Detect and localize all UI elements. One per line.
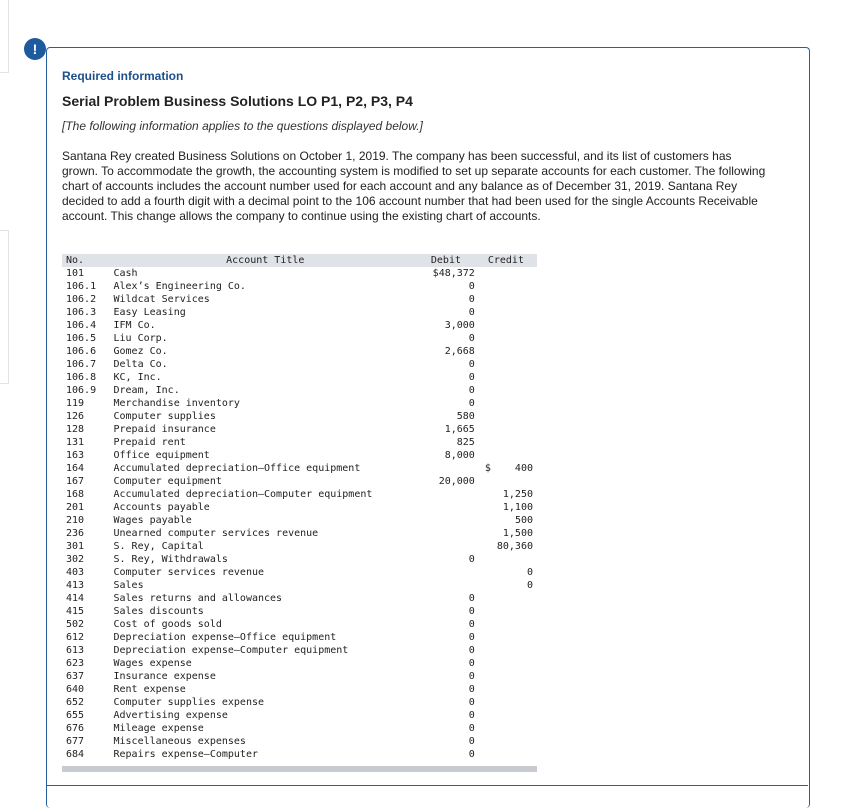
credit-amount (479, 280, 537, 293)
account-title: Rent expense (113, 684, 186, 695)
debit-amount: 0 (468, 723, 475, 734)
debit-amount: 0 (468, 658, 475, 669)
debit-amount: 8,000 (444, 450, 475, 461)
table-row (62, 332, 537, 345)
account-title: Sales (113, 580, 144, 591)
table-row (62, 475, 537, 488)
account-number: 163 (66, 450, 85, 461)
account-title: Accounts payable (113, 502, 210, 513)
problem-title: Serial Problem Business Solutions LO P1, P2, P3, P4 (62, 93, 413, 109)
account-number: 106.1 (66, 281, 97, 292)
table-row (62, 319, 537, 332)
credit-amount (479, 423, 537, 436)
debit-amount (417, 514, 479, 527)
debit-amount: 0 (468, 736, 475, 747)
account-number: 652 (66, 697, 85, 708)
table-row (62, 306, 537, 319)
debit-amount (417, 566, 479, 579)
account-title: Easy Leasing (113, 307, 186, 318)
table-row (62, 540, 537, 553)
header-account-title: Account Title (114, 254, 418, 267)
table-row (62, 397, 537, 410)
exclamation-icon: ! (24, 38, 46, 60)
credit-amount: 1,500 (502, 528, 533, 539)
table-row (62, 722, 537, 735)
account-number: 168 (66, 489, 85, 500)
account-number: 637 (66, 671, 85, 682)
account-number: 106.6 (66, 346, 97, 357)
table-row (62, 501, 537, 514)
table-row (62, 280, 537, 293)
debit-amount: 0 (468, 749, 475, 760)
table-row (62, 735, 537, 748)
account-number: 677 (66, 736, 85, 747)
account-number: 167 (66, 476, 85, 487)
account-title: Miscellaneous expenses (113, 736, 246, 747)
account-title: Liu Corp. (113, 333, 168, 344)
debit-amount (417, 501, 479, 514)
debit-amount: 0 (468, 710, 475, 721)
table-row (62, 644, 537, 657)
credit-amount: 0 (526, 567, 533, 578)
table-row (62, 579, 537, 592)
table-row (62, 436, 537, 449)
account-number: 106.2 (66, 294, 97, 305)
debit-amount: 0 (468, 619, 475, 630)
account-title: Depreciation expense—Office equipment (113, 632, 337, 643)
account-number: 106.8 (66, 372, 97, 383)
account-title: Depreciation expense—Computer equipment (113, 645, 349, 656)
table-row (62, 618, 537, 631)
credit-amount (479, 371, 537, 384)
table-row (62, 345, 537, 358)
table-footer-bar (62, 766, 537, 772)
account-number: 106.4 (66, 320, 97, 331)
account-number: 655 (66, 710, 85, 721)
account-title: Computer services revenue (113, 567, 265, 578)
account-number: 415 (66, 606, 85, 617)
account-number: 106.9 (66, 385, 97, 396)
account-title: S. Rey, Capital (113, 541, 204, 552)
account-number: 413 (66, 580, 85, 591)
account-title: Cost of goods sold (113, 619, 222, 630)
account-number: 236 (66, 528, 85, 539)
credit-amount (479, 267, 537, 280)
side-panel-middle (0, 230, 9, 384)
debit-amount: 0 (468, 593, 475, 604)
debit-amount: 1,665 (444, 424, 475, 435)
debit-amount: 3,000 (444, 320, 475, 331)
account-title: Accumulated depreciation—Computer equipment (113, 489, 373, 500)
debit-amount: 580 (456, 411, 475, 422)
debit-amount: 20,000 (438, 476, 475, 487)
account-title: Wages payable (113, 515, 192, 526)
credit-amount: $ 400 (484, 463, 533, 474)
problem-description: Santana Rey created Business Solutions on October 1, 2019. The company has been successful, and its list of customers has grown. To accommodate the growth, the accounting system is modified to set up separate accounts for each customer. The following chart of accounts includes the account number used for each account and any balance as of December 31, 2019. Santana Rey decided to add a fourth digit with a decimal point to the 106 account number that had been used for the single Accounts Receivable account. This change allows the company to continue using the existing chart of accounts. (62, 149, 766, 223)
header-credit: Credit (479, 254, 537, 267)
account-title: Merchandise inventory (113, 398, 240, 409)
table-row (62, 462, 537, 475)
credit-amount (479, 384, 537, 397)
debit-amount: 0 (468, 697, 475, 708)
header-no: No. (62, 254, 114, 267)
credit-amount (479, 410, 537, 423)
credit-amount (479, 644, 537, 657)
side-panel-top (0, 0, 9, 73)
account-number: 301 (66, 541, 85, 552)
table-row (62, 709, 537, 722)
account-number: 414 (66, 593, 85, 604)
table-row (62, 566, 537, 579)
table-row (62, 384, 537, 397)
debit-amount: 0 (468, 671, 475, 682)
account-title: KC, Inc. (113, 372, 162, 383)
account-title: Unearned computer services revenue (113, 528, 319, 539)
account-title: Gomez Co. (113, 346, 168, 357)
credit-amount (479, 345, 537, 358)
table-row (62, 748, 537, 761)
account-number: 101 (66, 268, 85, 279)
account-title: Insurance expense (113, 671, 216, 682)
account-title: Wildcat Services (113, 294, 210, 305)
table-row (62, 371, 537, 384)
account-title: Accumulated depreciation—Office equipment (113, 463, 361, 474)
account-number: 640 (66, 684, 85, 695)
account-number: 302 (66, 554, 85, 565)
table-row (62, 696, 537, 709)
required-information-label: Required information (62, 69, 184, 83)
account-number: 403 (66, 567, 85, 578)
credit-amount: 500 (514, 515, 533, 526)
account-title: Dream, Inc. (113, 385, 180, 396)
debit-amount: 825 (456, 437, 475, 448)
account-number: 676 (66, 723, 85, 734)
account-number: 201 (66, 502, 85, 513)
credit-amount (479, 709, 537, 722)
table-row (62, 267, 537, 280)
debit-amount (417, 527, 479, 540)
debit-amount (417, 579, 479, 592)
account-number: 106.5 (66, 333, 97, 344)
credit-amount: 1,100 (502, 502, 533, 513)
credit-amount (479, 332, 537, 345)
credit-amount: 80,360 (496, 541, 533, 552)
table-row (62, 670, 537, 683)
account-title: Sales returns and allowances (113, 593, 283, 604)
credit-amount (479, 605, 537, 618)
account-title: Computer supplies (113, 411, 216, 422)
debit-amount: 0 (468, 294, 475, 305)
account-number: 106.3 (66, 307, 97, 318)
table-row (62, 449, 537, 462)
credit-amount: 1,250 (502, 489, 533, 500)
credit-amount (479, 358, 537, 371)
debit-amount (417, 462, 479, 475)
credit-amount (479, 319, 537, 332)
account-number: 613 (66, 645, 85, 656)
debit-amount: 0 (468, 398, 475, 409)
table-row (62, 605, 537, 618)
applies-note: [The following information applies to the questions displayed below.] (62, 119, 423, 133)
debit-amount (417, 488, 479, 501)
account-title: Repairs expense—Computer (113, 749, 258, 760)
table-row (62, 410, 537, 423)
table-row (62, 423, 537, 436)
account-title: Office equipment (113, 450, 210, 461)
account-number: 106.7 (66, 359, 97, 370)
credit-amount (479, 683, 537, 696)
credit-amount (479, 657, 537, 670)
credit-amount (479, 748, 537, 761)
account-number: 128 (66, 424, 85, 435)
debit-amount: 0 (468, 359, 475, 370)
bottom-divider (46, 785, 808, 786)
table-row (62, 553, 537, 566)
credit-amount (479, 293, 537, 306)
debit-amount: 0 (468, 554, 475, 565)
account-number: 612 (66, 632, 85, 643)
debit-amount: 0 (468, 281, 475, 292)
account-title: Prepaid insurance (113, 424, 216, 435)
account-number: 684 (66, 749, 85, 760)
debit-amount: 2,668 (444, 346, 475, 357)
account-title: Sales discounts (113, 606, 204, 617)
credit-amount (479, 449, 537, 462)
account-number: 210 (66, 515, 85, 526)
debit-amount: 0 (468, 307, 475, 318)
debit-amount: $48,372 (432, 268, 475, 279)
credit-amount (479, 553, 537, 566)
account-title: Delta Co. (113, 359, 168, 370)
account-title: Cash (113, 268, 138, 279)
credit-amount (479, 475, 537, 488)
account-number: 623 (66, 658, 85, 669)
account-title: Advertising expense (113, 710, 228, 721)
credit-amount (479, 592, 537, 605)
account-title: Alex’s Engineering Co. (113, 281, 246, 292)
account-title: S. Rey, Withdrawals (113, 554, 228, 565)
table-row (62, 683, 537, 696)
credit-amount (479, 631, 537, 644)
debit-amount: 0 (468, 632, 475, 643)
table-row (62, 358, 537, 371)
credit-amount (479, 397, 537, 410)
account-title: Computer supplies expense (113, 697, 265, 708)
account-number: 131 (66, 437, 85, 448)
debit-amount: 0 (468, 684, 475, 695)
table-row (62, 488, 537, 501)
account-number: 126 (66, 411, 85, 422)
debit-amount (417, 540, 479, 553)
table-row (62, 527, 537, 540)
account-number: 119 (66, 398, 85, 409)
table-row (62, 657, 537, 670)
account-number: 502 (66, 619, 85, 630)
debit-amount: 0 (468, 333, 475, 344)
account-title: Prepaid rent (113, 437, 186, 448)
chart-of-accounts-table (62, 254, 537, 761)
table-row (62, 293, 537, 306)
account-title: Computer equipment (113, 476, 222, 487)
debit-amount: 0 (468, 606, 475, 617)
account-title: Mileage expense (113, 723, 204, 734)
credit-amount (479, 722, 537, 735)
credit-amount (479, 618, 537, 631)
table-header-row (62, 254, 537, 267)
table-row (62, 514, 537, 527)
credit-amount (479, 735, 537, 748)
table-row (62, 592, 537, 605)
credit-amount (479, 696, 537, 709)
credit-amount (479, 670, 537, 683)
debit-amount: 0 (468, 372, 475, 383)
header-debit: Debit (417, 254, 479, 267)
account-number: 164 (66, 463, 85, 474)
table-row (62, 631, 537, 644)
credit-amount (479, 436, 537, 449)
credit-amount (479, 306, 537, 319)
debit-amount: 0 (468, 385, 475, 396)
credit-amount: 0 (526, 580, 533, 591)
account-title: IFM Co. (113, 320, 156, 331)
account-title: Wages expense (113, 658, 192, 669)
debit-amount: 0 (468, 645, 475, 656)
